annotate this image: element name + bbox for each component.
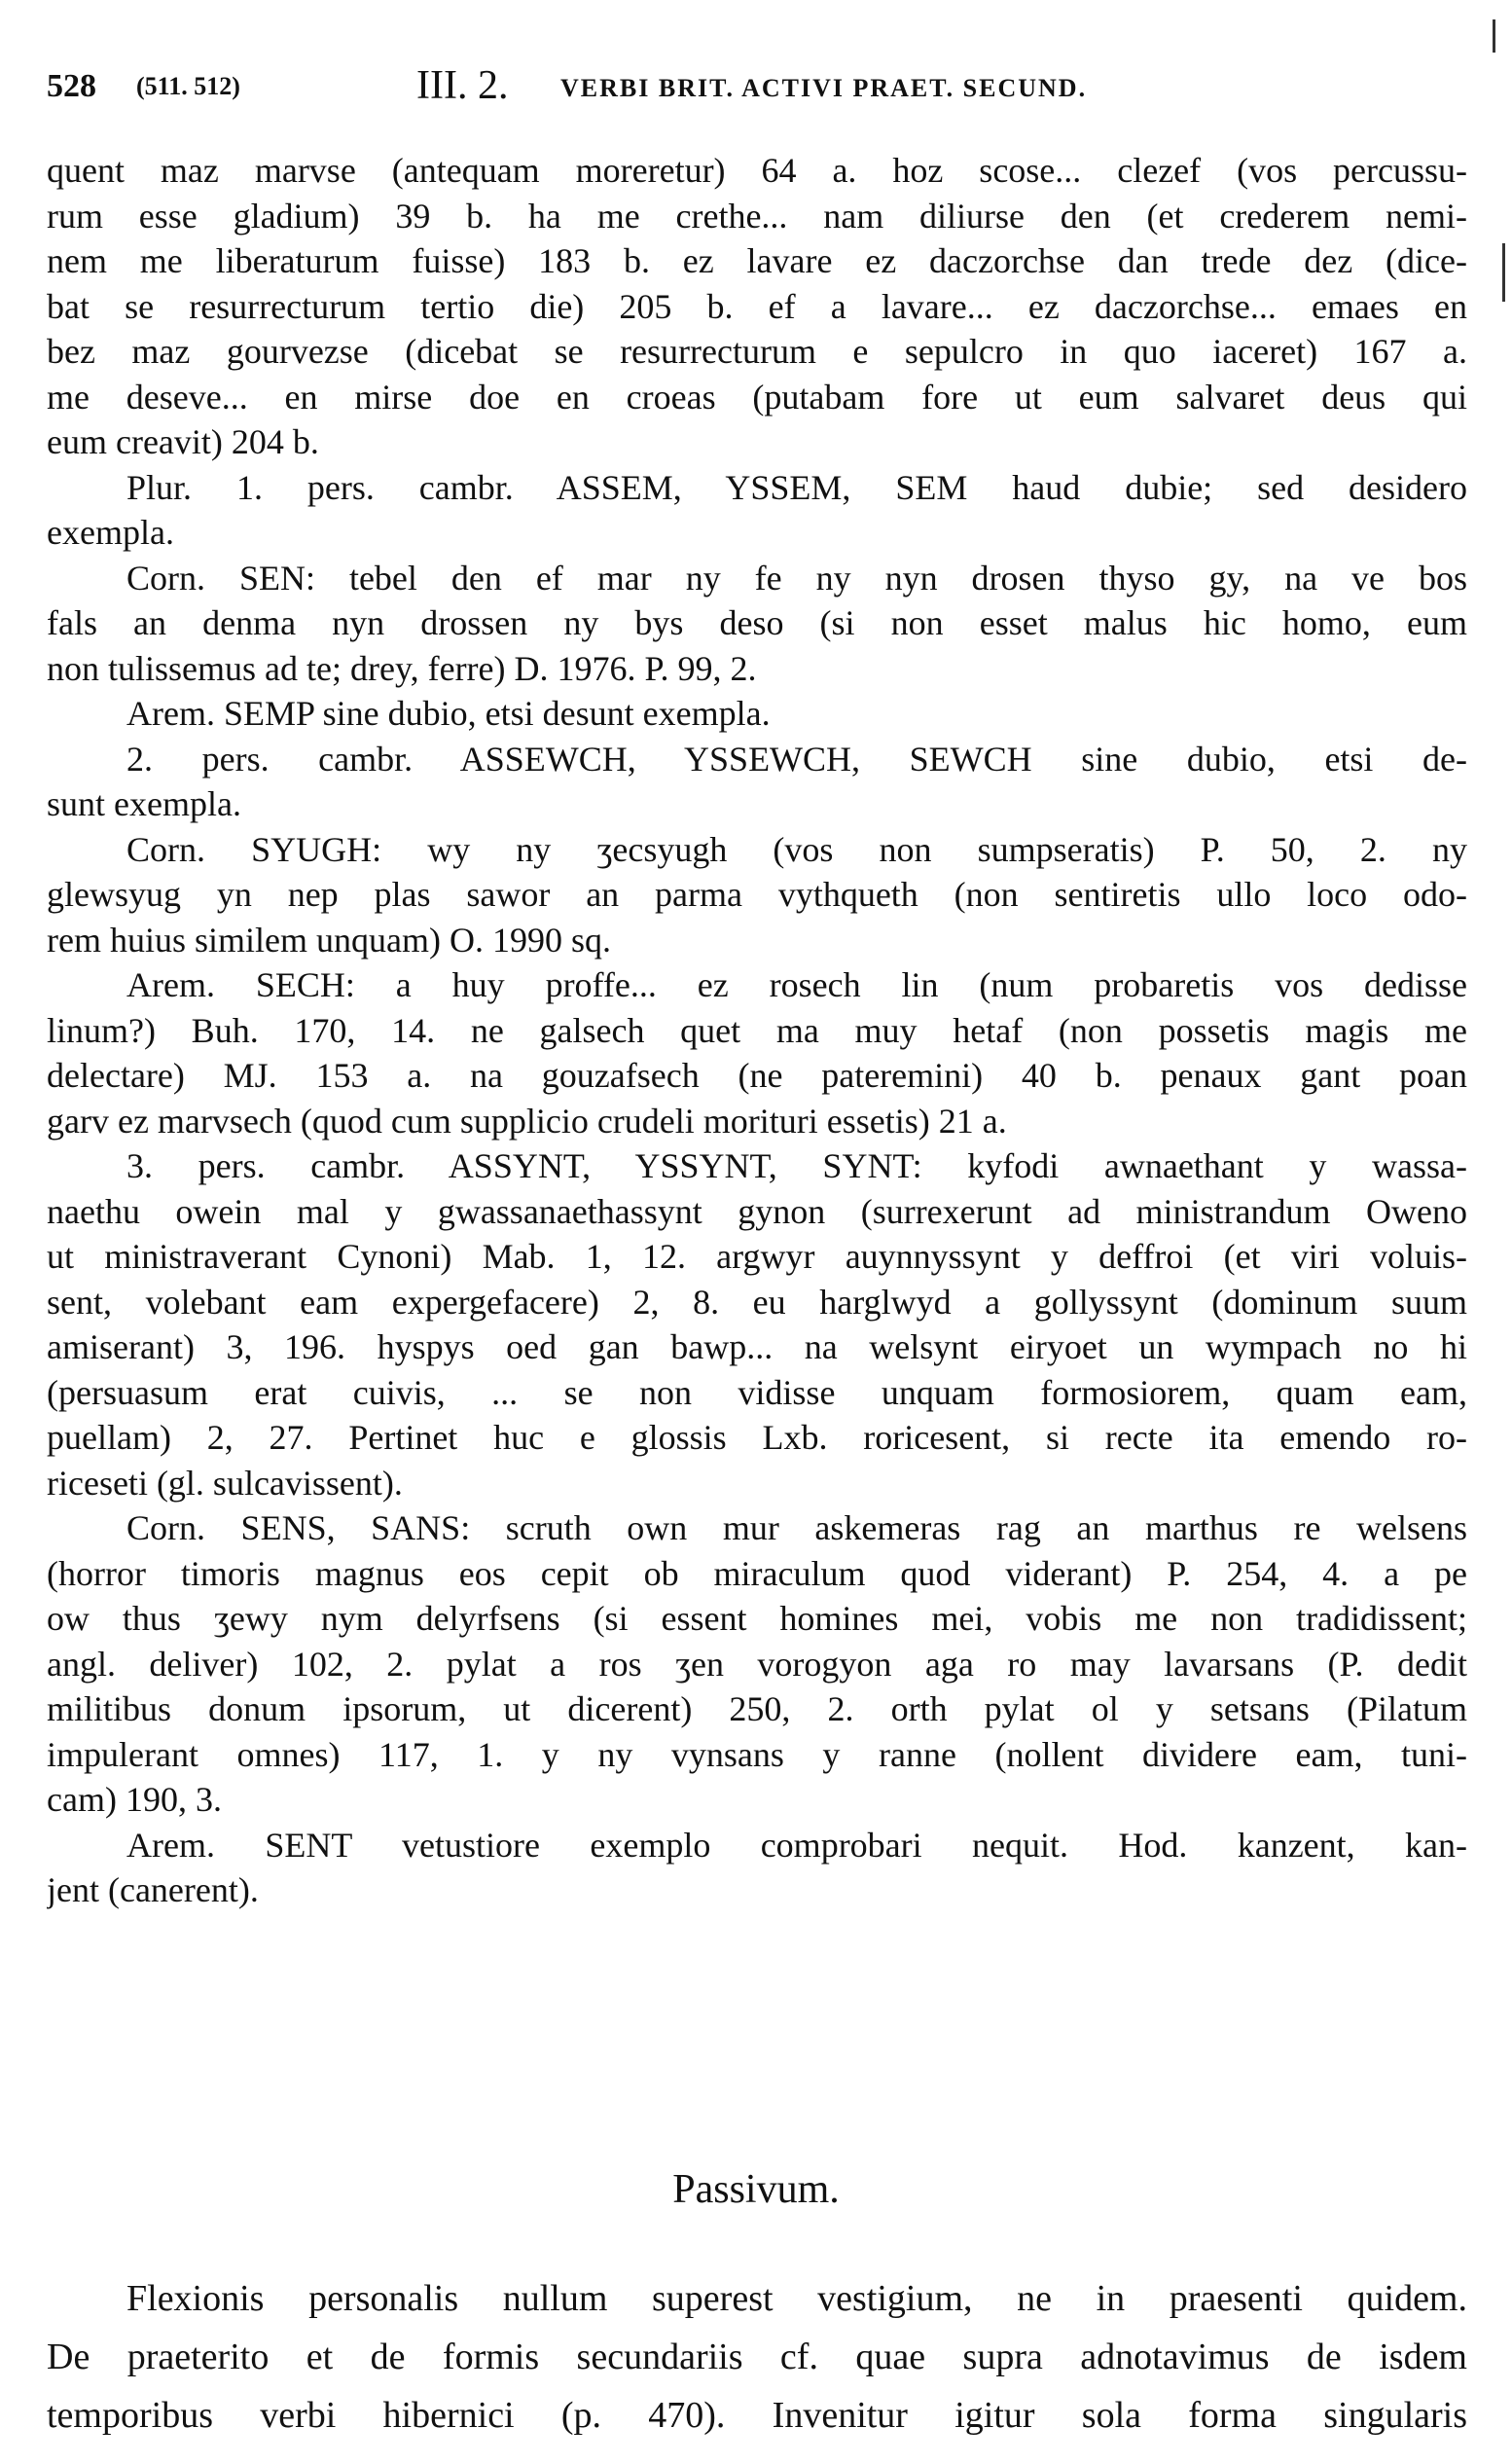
text-line: militibus donum ipsorum, ut dicerent) 250, 2. orth pylat ol y setsans (Pilatum [47,1689,1467,1728]
running-title: VERBI BRIT. ACTIVI PRAET. SECUND. [560,74,1088,102]
page-references: (511. 512) [136,72,240,100]
text-line: sent, volebant eam expergefacere) 2, 8. eu harglwyd a gollyssynt (dominum suum [47,1282,1467,1322]
text-line: 2. pers. cambr. ASSEWCH, YSSEWCH, SEWCH sine dubio, etsi de- [126,739,1467,779]
margin-mark [1493,19,1495,53]
text-line: exempla. [47,513,174,552]
text-line: sunt exempla. [47,784,241,823]
text-line: glewsyug yn nep plas sawor an parma vythqueth (non sentiretis ullo loco odo- [47,875,1467,914]
text-line: delectare) MJ. 153 a. na gouzafsech (ne pateremini) 40 b. penaux gant poan [47,1056,1467,1095]
main-text [47,148,1467,1913]
text-line: nem me liberaturum fuisse) 183 b. ez lavare ez daczorchse dan trede dez (dice- [47,241,1467,280]
text-line: fals an denma nyn drossen ny bys deso (si non esset malus hic homo, eum [47,603,1467,642]
text-line: rem huius similem unquam) O. 1990 sq. [47,920,611,960]
text-line: me deseve... en mirse doe en croeas (putabam fore ut eum salvaret deus qui [47,377,1467,417]
text-line: jent (canerent). [47,1870,259,1909]
text-line: angl. deliver) 102, 2. pylat a ros ʒen vorogyon aga ro may lavarsans (P. dedit [47,1644,1467,1684]
section-number: III. 2. [416,63,509,108]
text-line: amiserant) 3, 196. hyspys oed gan bawp... na welsynt eiryoet un wympach no hi [47,1327,1467,1366]
text-line: riceseti (gl. sulcavissent). [47,1463,403,1503]
section-text [47,2269,1467,2445]
text-line: De praeterito et de formis secundariis cf. quae supra adnotavimus de isdem [47,2337,1467,2377]
text-line: Corn. SENS, SANS: scruth own mur askemeras rag an marthus re welsens [126,1508,1467,1547]
text-line: bez maz gourvezse (dicebat se resurrecturum e sepulcro in quo iaceret) 167 a. [47,332,1467,371]
text-line: eum creavit) 204 b. [47,422,319,461]
text-line: ut ministraverant Cynoni) Mab. 1, 12. argwyr auynnyssynt y deffroi (et viri voluis- [47,1237,1467,1276]
text-line: bat se resurrecturum tertio die) 205 b. ef a lavare... ez daczorchse... emaes en [47,286,1467,326]
text-line: Corn. SYUGH: wy ny ʒecsyugh (vos non sumpseratis) P. 50, 2. ny [126,829,1467,869]
text-line: rum esse gladium) 39 b. ha me crethe... nam diliurse den (et crederem nemi- [47,196,1467,236]
text-line: temporibus verbi hibernici (p. 470). Invenitur igitur sola forma singularis [47,2395,1467,2436]
running-header [47,60,1467,119]
text-line: (persuasum erat cuivis, ... se non vidisse unquam formosiorem, quam eam, [47,1372,1467,1412]
text-line: puellam) 2, 27. Pertinet huc e glossis Lxb. roricesent, si recte ita emendo ro- [47,1418,1467,1457]
text-line: (horror timoris magnus eos cepit ob miraculum quod viderant) P. 254, 4. a pe [47,1553,1467,1593]
section-heading: Passivum. [672,2167,840,2212]
margin-mark [1502,243,1505,302]
text-line: ow thus ʒewy nym delyrfsens (si essent homines mei, vobis me non tradidissent; [47,1599,1467,1638]
text-line: impulerant omnes) 117, 1. y ny vynsans y ranne (nollent dividere eam, tuni- [47,1734,1467,1774]
text-line: Flexionis personalis nullum superest vestigium, ne in praesenti quidem. [126,2278,1467,2319]
page-number: 528 [47,68,96,104]
text-line: non tulissemus ad te; drey, ferre) D. 1976. P. 99, 2. [47,648,757,688]
text-line: Plur. 1. pers. cambr. ASSEM, YSSEM, SEM haud dubie; sed desidero [126,467,1467,507]
text-line: linum?) Buh. 170, 14. ne galsech quet ma muy hetaf (non possetis magis me [47,1010,1467,1050]
text-line: quent maz marvse (antequam moreretur) 64 a. hoz scose... clezef (vos percussu- [47,151,1467,190]
text-line: Corn. SEN: tebel den ef mar ny fe ny nyn drosen thyso gy, na ve bos [126,558,1467,598]
text-line: naethu owein mal y gwassanaethassynt gynon (surrexerunt ad ministrandum Oweno [47,1191,1467,1231]
text-line: 3. pers. cambr. ASSYNT, YSSYNT, SYNT: kyfodi awnaethant y wassa- [126,1146,1467,1185]
text-line: garv ez marvsech (quod cum supplicio crudeli morituri essetis) 21 a. [47,1101,1007,1141]
text-line: Arem. SECH: a huy proffe... ez rosech lin (num probaretis vos dedisse [126,965,1467,1004]
text-line: cam) 190, 3. [47,1780,222,1819]
text-line: Arem. SENT vetustiore exemplo comprobari nequit. Hod. kanzent, kan- [126,1825,1467,1865]
text-line: Arem. SEMP sine dubio, etsi desunt exempla. [126,694,771,733]
